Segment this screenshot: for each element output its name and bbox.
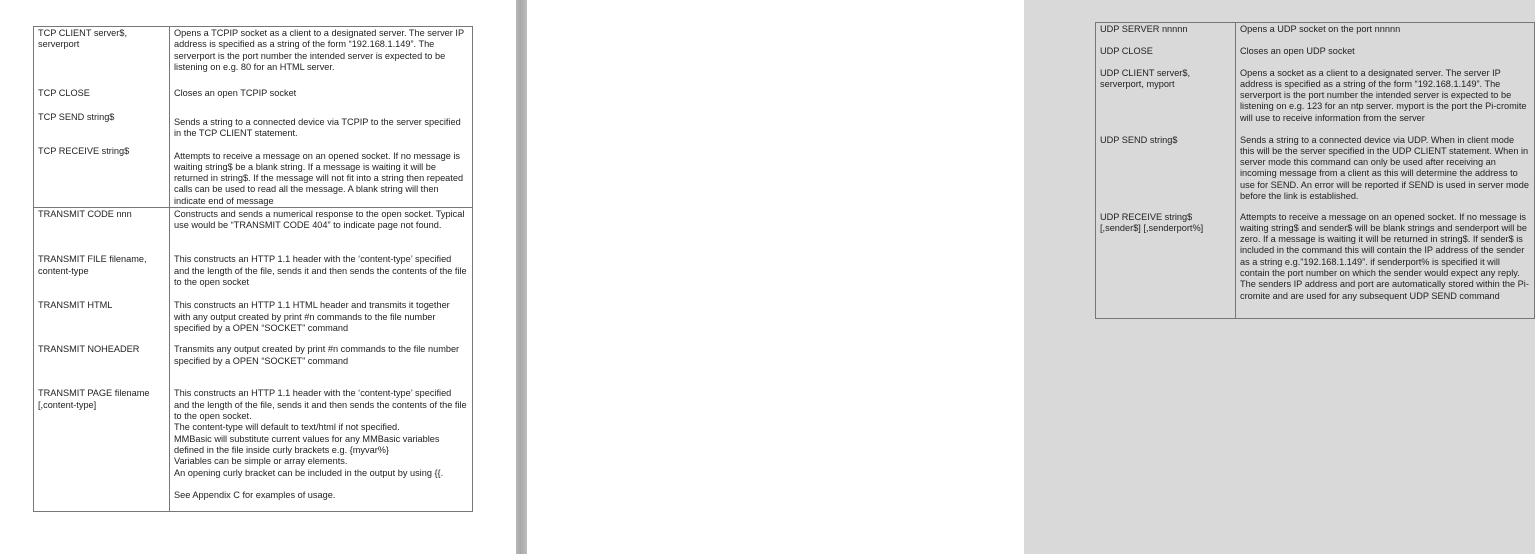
description-line: MMBasic will substitute current values for any MMBasic variables defined in the file inside curly brackets e.g. {myvar%} [174, 433, 440, 455]
table-row [1096, 23, 1535, 45]
description-cell: Closes an open TCPIP socket [170, 87, 473, 111]
description-line: See Appendix C for examples of usage. [174, 489, 336, 500]
command-cell: UDP SERVER nnnnn [1096, 23, 1236, 45]
table-row [34, 343, 473, 387]
description-cell: This constructs an HTTP 1.1 header with the ‘content-type’ specified and the length of the file, sends it and then sends the contents of the file to the open socket [170, 253, 473, 299]
description-cell [170, 387, 473, 511]
command-cell: TRANSMIT PAGE filename [,content-type] [34, 387, 170, 511]
table-row [34, 387, 473, 511]
command-cell: UDP RECEIVE string$ [,sender$] [,senderport%] [1096, 211, 1236, 319]
description-line: An opening curly bracket can be included in the output by using {{. [174, 467, 444, 478]
command-cell: TCP RECEIVE string$ [34, 145, 170, 208]
document-page-left [0, 0, 516, 554]
blank-line [174, 479, 468, 490]
table-row [1096, 67, 1535, 134]
document-page-right [527, 0, 1530, 554]
table-row [34, 111, 473, 145]
table-row [34, 87, 473, 111]
description-cell: Opens a TCPIP socket as a client to a designated server. The server IP address is specified as a string of the form “192.168.1.149”. The serverport is the port number the intended server is expected to be listening on e.g. 80 for an HTML server. [170, 27, 473, 87]
command-cell: TRANSMIT CODE nnn [34, 207, 170, 253]
command-cell: TCP SEND string$ [34, 111, 170, 145]
table-row [34, 253, 473, 299]
command-cell: TCP CLIENT server$, serverport [34, 27, 170, 87]
description-cell: Opens a socket as a client to a designated server. The server IP address is specified as a string of the form “192.168.1.149”. The serverport is the port number the intended server is expected to be listening on e.g. 123 for an ntp server. myport is the port the Pi-cromite will use to receive information from the server [1236, 67, 1535, 134]
description-cell: Transmits any output created by print #n commands to the file number specified by a OPEN “SOCKET” command [170, 343, 473, 387]
command-cell: TRANSMIT HTML [34, 299, 170, 343]
command-cell: UDP CLIENT server$, serverport, myport [1096, 67, 1236, 134]
table-row [1096, 211, 1535, 319]
description-cell [170, 145, 473, 208]
udp-command-table [1095, 22, 1535, 319]
command-cell: TRANSMIT FILE filename, content-type [34, 253, 170, 299]
description-cell: Closes an open UDP socket [1236, 45, 1535, 67]
description-text: Sends a string to a connected device via TCPIP to the server specified in the TCP CLIENT statement. [174, 116, 461, 138]
table-row [1096, 134, 1535, 211]
table-row [34, 27, 473, 87]
command-cell: TCP CLOSE [34, 87, 170, 111]
tcp-command-table [33, 26, 473, 512]
command-cell: TRANSMIT NOHEADER [34, 343, 170, 387]
command-cell: UDP CLOSE [1096, 45, 1236, 67]
command-cell: UDP SEND string$ [1096, 134, 1236, 211]
description-cell: Sends a string to a connected device via UDP. When in client mode this will be the server specified in the UDP CLIENT statement. When in server mode this command can only be used after receiving an incoming message from a client as this will determine the address to use for SEND. An error will be reported if SEND is used in server mode before the link is established. [1236, 134, 1535, 211]
description-cell: Attempts to receive a message on an opened socket. If no message is waiting string$ and sender$ will be blank strings and senderport will be zero. If a message is waiting it will be returned in string$. If sender$ is included in the command this will contain the IP address of the sender as a string e.g.”192.168.1.149”. if senderport% is specified it will contain the port number on which the sender would expect any reply. The senders IP address and port are automatically stored within the Pi-cromite and are used for any subsequent UDP SEND command [1236, 211, 1535, 319]
description-cell: This constructs an HTTP 1.1 HTML header and transmits it together with any output created by print #n commands to the file number specified by a OPEN “SOCKET” command [170, 299, 473, 343]
description-text: Attempts to receive a message on an opened socket. If no message is waiting string$ be a blank string. If a message is waiting it will be returned in string$. If the message will not fit into a string then repeated calls can be used to read all the message. A blank string will then indicate end of message [174, 150, 464, 206]
description-line: The content-type will default to text/html if not specified. [174, 422, 400, 433]
table-row [34, 207, 473, 253]
page-divider [516, 0, 527, 554]
table-row [34, 299, 473, 343]
description-line: This constructs an HTTP 1.1 header with the ‘content-type’ specified and the length of the file, sends it and then sends the contents of the file to the open socket. [174, 388, 467, 422]
description-cell: Constructs and sends a numerical response to the open socket. Typical use would be “TRANSMIT CODE 404” to indicate page not found. [170, 207, 473, 253]
description-line: Variables can be simple or array elements. [174, 456, 348, 467]
description-cell: Opens a UDP socket on the port nnnnn [1236, 23, 1535, 45]
description-cell [170, 111, 473, 145]
table-row [34, 145, 473, 208]
table-row [1096, 45, 1535, 67]
